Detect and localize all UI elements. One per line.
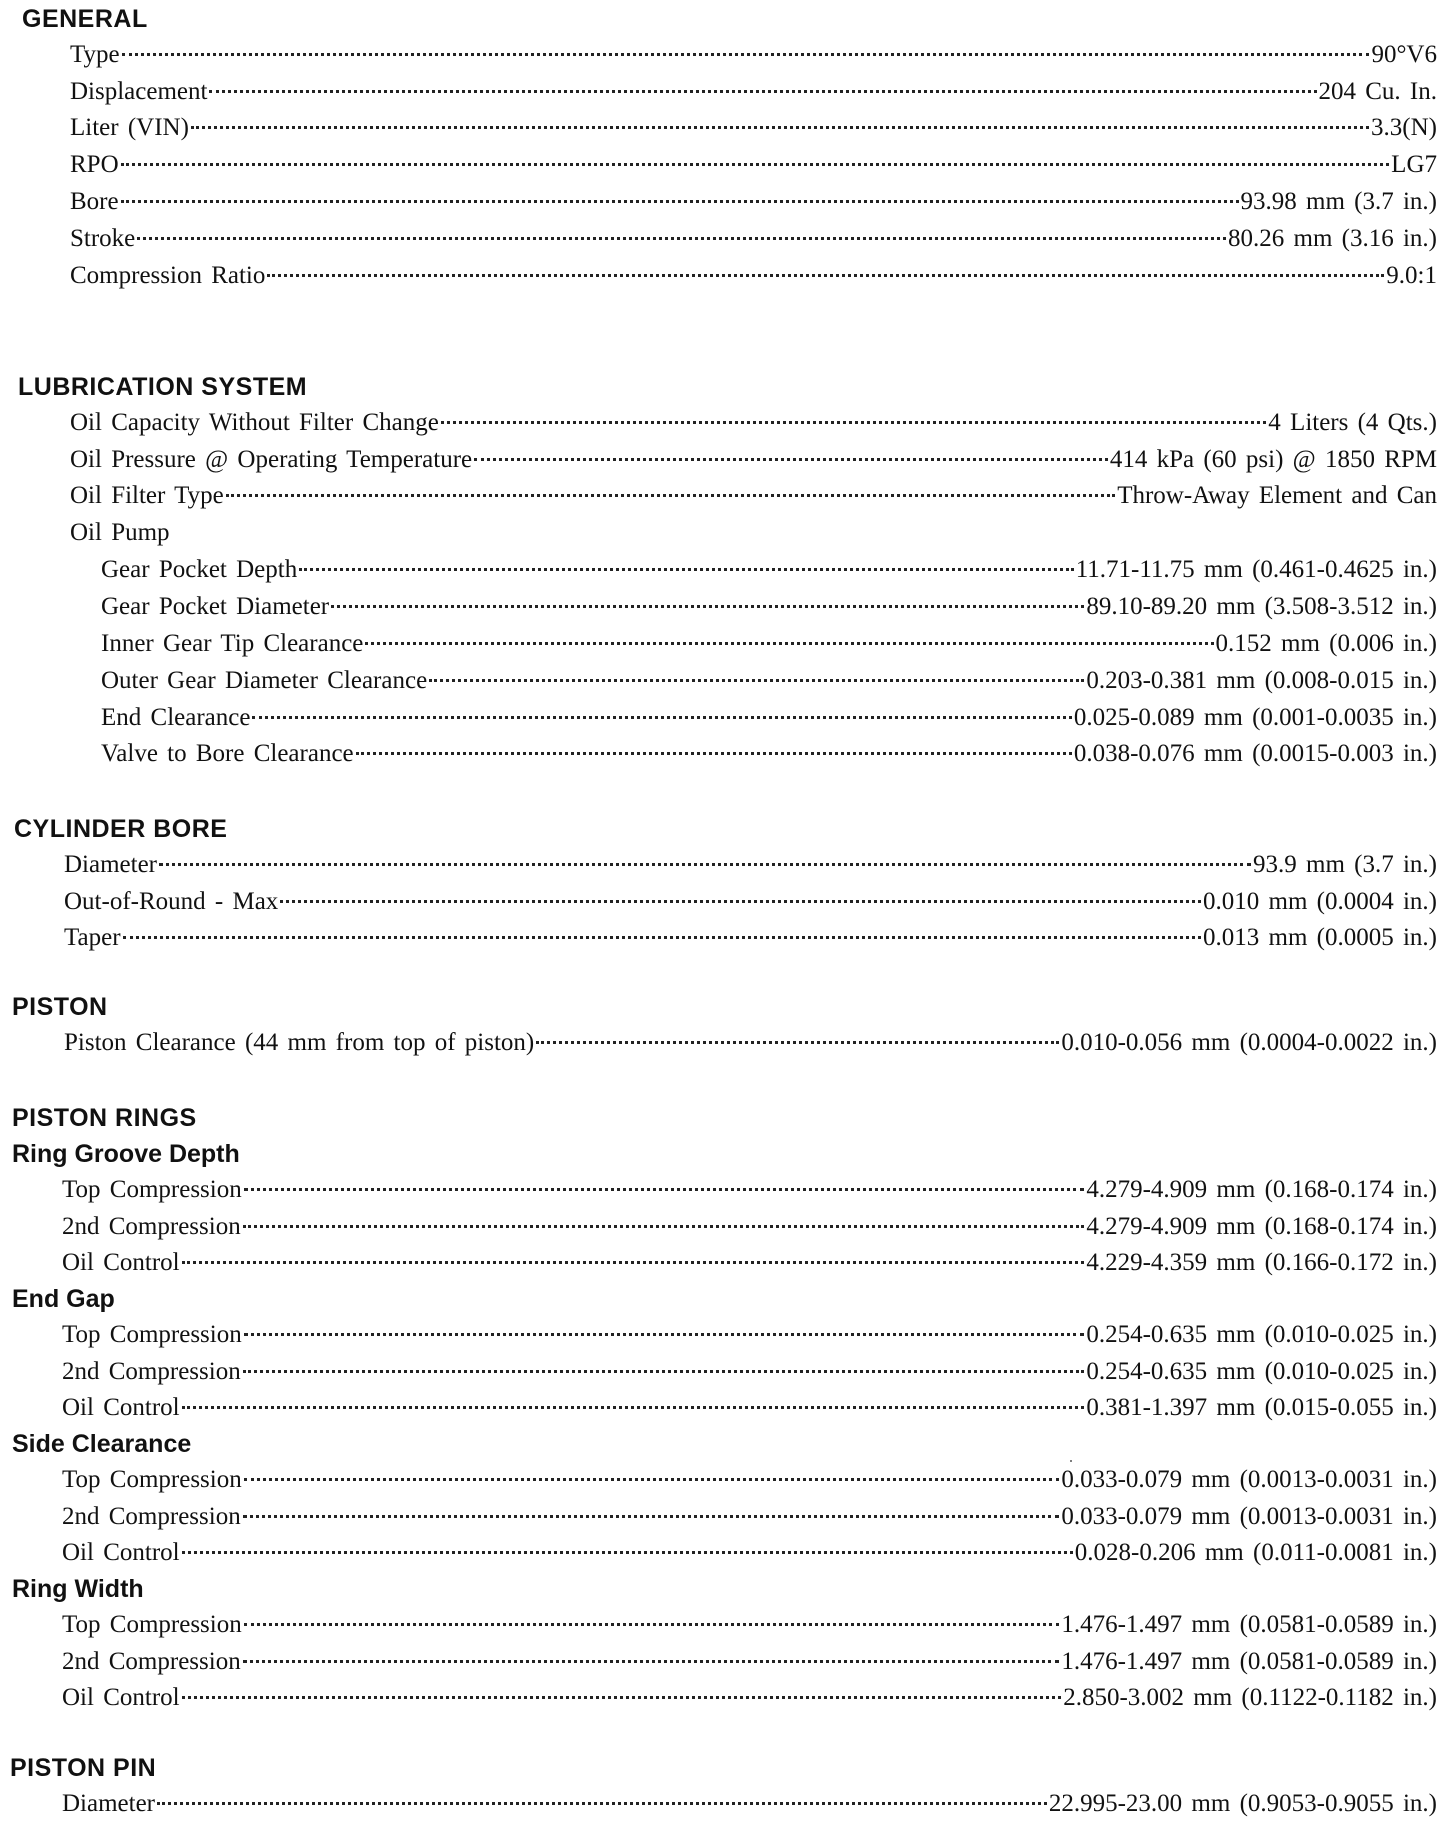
spec-value: 89.10-89.20 mm (3.508-3.512 in.) bbox=[1086, 593, 1437, 620]
spec-row-bore bbox=[70, 185, 1437, 219]
dot-leader bbox=[244, 1333, 1085, 1336]
spec-row-oil-capacity bbox=[70, 406, 1437, 440]
spec-value: 2.850-3.002 mm (0.1122-0.1182 in.) bbox=[1063, 1684, 1437, 1711]
section-title-general: GENERAL bbox=[22, 5, 148, 33]
spec-value: 80.26 mm (3.16 in.) bbox=[1228, 225, 1437, 252]
spec-value: 414 kPa (60 psi) @ 1850 RPM bbox=[1109, 446, 1437, 473]
spec-label: Oil Pump bbox=[70, 519, 170, 546]
spec-value: 0.010 mm (0.0004 in.) bbox=[1203, 888, 1437, 915]
spec-row-compression-ratio bbox=[70, 259, 1437, 293]
dot-leader bbox=[159, 863, 1251, 866]
spec-value: 0.028-0.206 mm (0.011-0.0081 in.) bbox=[1074, 1539, 1437, 1566]
spec-row-piston-clearance bbox=[64, 1026, 1437, 1060]
spec-row-out-of-round bbox=[64, 885, 1437, 919]
spec-row-rgd-2nd bbox=[62, 1210, 1437, 1244]
dot-leader bbox=[243, 1660, 1060, 1663]
scan-speck bbox=[1070, 1460, 1072, 1462]
dot-leader bbox=[123, 936, 1201, 939]
dot-leader bbox=[121, 200, 1239, 203]
spec-row-displacement bbox=[70, 75, 1437, 109]
spec-label: Oil Capacity Without Filter Change bbox=[70, 409, 439, 436]
spec-value: 0.038-0.076 mm (0.0015-0.003 in.) bbox=[1073, 740, 1437, 767]
spec-row-type bbox=[70, 38, 1437, 72]
spec-row-outer-gear-diameter bbox=[101, 664, 1437, 698]
spec-label: Diameter bbox=[64, 851, 158, 878]
spec-row-sc-2nd bbox=[62, 1500, 1437, 1534]
dot-leader bbox=[182, 1696, 1062, 1699]
spec-row-stroke bbox=[70, 222, 1437, 256]
spec-value: 1.476-1.497 mm (0.0581-0.0589 in.) bbox=[1061, 1611, 1437, 1638]
dot-leader bbox=[536, 1041, 1059, 1044]
dot-leader bbox=[280, 900, 1201, 903]
dot-leader bbox=[182, 1261, 1085, 1264]
spec-label: Gear Pocket Depth bbox=[101, 556, 298, 583]
subsection-title-end-gap: End Gap bbox=[12, 1285, 115, 1313]
spec-row-gear-pocket-depth bbox=[101, 553, 1437, 587]
dot-leader bbox=[365, 642, 1213, 645]
spec-label: Top Compression bbox=[62, 1321, 242, 1348]
spec-label: Compression Ratio bbox=[70, 262, 266, 289]
spec-label: Taper bbox=[64, 924, 121, 951]
dot-leader bbox=[182, 1551, 1073, 1554]
spec-label: Top Compression bbox=[62, 1611, 242, 1638]
subsection-title-ring-width: Ring Width bbox=[12, 1575, 144, 1603]
spec-value: 0.033-0.079 mm (0.0013-0.0031 in.) bbox=[1061, 1503, 1437, 1530]
spec-label: Top Compression bbox=[62, 1466, 242, 1493]
spec-value: 4.279-4.909 mm (0.168-0.174 in.) bbox=[1086, 1213, 1437, 1240]
spec-row-sc-top bbox=[62, 1463, 1437, 1497]
spec-row-rgd-top bbox=[62, 1173, 1437, 1207]
spec-value: 22.995-23.00 mm (0.9053-0.9055 in.) bbox=[1048, 1790, 1437, 1817]
spec-value: 0.013 mm (0.0005 in.) bbox=[1203, 924, 1437, 951]
spec-value: 4.229-4.359 mm (0.166-0.172 in.) bbox=[1086, 1249, 1437, 1276]
dot-leader bbox=[137, 237, 1226, 240]
spec-value: 0.033-0.079 mm (0.0013-0.0031 in.) bbox=[1061, 1466, 1437, 1493]
spec-label: Oil Control bbox=[62, 1539, 180, 1566]
spec-row-rgd-oil bbox=[62, 1246, 1437, 1280]
spec-row-end-clearance bbox=[101, 701, 1437, 735]
dot-leader bbox=[243, 1515, 1060, 1518]
spec-row-bore-diameter bbox=[64, 848, 1437, 882]
spec-row-eg-oil bbox=[62, 1391, 1437, 1425]
section-title-piston-rings: PISTON RINGS bbox=[12, 1104, 197, 1132]
dot-leader bbox=[157, 1802, 1047, 1805]
dot-leader bbox=[244, 1623, 1060, 1626]
dot-leader bbox=[244, 1188, 1085, 1191]
spec-row-rw-2nd bbox=[62, 1645, 1437, 1679]
spec-label: Oil Control bbox=[62, 1394, 180, 1421]
spec-label: Oil Control bbox=[62, 1249, 180, 1276]
section-title-cylinder-bore: CYLINDER BORE bbox=[14, 815, 228, 843]
spec-label: 2nd Compression bbox=[62, 1648, 241, 1675]
spec-label: 2nd Compression bbox=[62, 1213, 241, 1240]
dot-leader bbox=[226, 494, 1115, 497]
spec-value: Throw-Away Element and Can bbox=[1117, 482, 1437, 509]
spec-row-oil-pressure bbox=[70, 443, 1437, 477]
dot-leader bbox=[243, 1225, 1085, 1228]
spec-label: Oil Filter Type bbox=[70, 482, 224, 509]
spec-value: 93.98 mm (3.7 in.) bbox=[1240, 188, 1437, 215]
spec-label: Piston Clearance (44 mm from top of piston) bbox=[64, 1029, 535, 1056]
spec-label: Gear Pocket Diameter bbox=[101, 593, 330, 620]
spec-row-taper bbox=[64, 921, 1437, 955]
spec-value: 0.025-0.089 mm (0.001-0.0035 in.) bbox=[1073, 704, 1437, 731]
spec-value: 0.010-0.056 mm (0.0004-0.0022 in.) bbox=[1061, 1029, 1437, 1056]
spec-label: Stroke bbox=[70, 225, 136, 252]
spec-value: 0.203-0.381 mm (0.008-0.015 in.) bbox=[1086, 667, 1437, 694]
dot-leader bbox=[209, 90, 1316, 93]
spec-value: 90°V6 bbox=[1371, 41, 1437, 68]
spec-row-sc-oil bbox=[62, 1536, 1437, 1570]
spec-value: LG7 bbox=[1391, 151, 1437, 178]
spec-row-oil-filter-type bbox=[70, 479, 1437, 513]
dot-leader bbox=[441, 421, 1266, 424]
spec-row-pin-diameter bbox=[62, 1787, 1437, 1821]
spec-value: 4 Liters (4 Qts.) bbox=[1268, 409, 1437, 436]
spec-row-eg-top bbox=[62, 1318, 1437, 1352]
dot-leader bbox=[474, 458, 1108, 461]
spec-value: 0.152 mm (0.006 in.) bbox=[1215, 630, 1437, 657]
spec-label: 2nd Compression bbox=[62, 1503, 241, 1530]
spec-value: 0.254-0.635 mm (0.010-0.025 in.) bbox=[1086, 1358, 1437, 1385]
spec-label: Inner Gear Tip Clearance bbox=[101, 630, 364, 657]
spec-label: Oil Control bbox=[62, 1684, 180, 1711]
spec-label: Outer Gear Diameter Clearance bbox=[101, 667, 428, 694]
dot-leader bbox=[356, 752, 1072, 755]
spec-value: 0.381-1.397 mm (0.015-0.055 in.) bbox=[1086, 1394, 1437, 1421]
spec-label: Liter (VIN) bbox=[70, 114, 189, 141]
spec-label: Bore bbox=[70, 188, 119, 215]
spec-value: 4.279-4.909 mm (0.168-0.174 in.) bbox=[1086, 1176, 1437, 1203]
dot-leader bbox=[429, 679, 1084, 682]
dot-leader bbox=[191, 126, 1369, 129]
spec-label: Out-of-Round - Max bbox=[64, 888, 279, 915]
spec-label: Valve to Bore Clearance bbox=[101, 740, 354, 767]
subsection-title-ring-groove-depth: Ring Groove Depth bbox=[12, 1140, 240, 1168]
spec-row-liter-vin bbox=[70, 111, 1437, 145]
spec-label: Top Compression bbox=[62, 1176, 242, 1203]
dot-leader bbox=[299, 568, 1073, 571]
section-title-piston: PISTON bbox=[12, 993, 108, 1021]
section-title-piston-pin: PISTON PIN bbox=[10, 1754, 157, 1782]
spec-row-rw-top bbox=[62, 1608, 1437, 1642]
spec-row-inner-gear-tip bbox=[101, 627, 1437, 661]
section-title-lubrication: LUBRICATION SYSTEM bbox=[18, 373, 308, 401]
spec-value: 1.476-1.497 mm (0.0581-0.0589 in.) bbox=[1061, 1648, 1437, 1675]
spec-value: 9.0:1 bbox=[1386, 262, 1437, 289]
spec-value: 93.9 mm (3.7 in.) bbox=[1253, 851, 1437, 878]
dot-leader bbox=[252, 716, 1071, 719]
spec-row-eg-2nd bbox=[62, 1355, 1437, 1389]
spec-value: 11.71-11.75 mm (0.461-0.4625 in.) bbox=[1075, 556, 1437, 583]
spec-value: 0.254-0.635 mm (0.010-0.025 in.) bbox=[1086, 1321, 1437, 1348]
spec-label: Type bbox=[70, 41, 120, 68]
dot-leader bbox=[243, 1370, 1085, 1373]
spec-row-rpo bbox=[70, 148, 1437, 182]
spec-row-rw-oil bbox=[62, 1681, 1437, 1715]
spec-label: 2nd Compression bbox=[62, 1358, 241, 1385]
spec-label: End Clearance bbox=[101, 704, 251, 731]
spec-label: RPO bbox=[70, 151, 119, 178]
dot-leader bbox=[121, 163, 1390, 166]
subsection-title-side-clearance: Side Clearance bbox=[12, 1430, 192, 1458]
dot-leader bbox=[244, 1478, 1060, 1481]
spec-label: Diameter bbox=[62, 1790, 156, 1817]
spec-label: Oil Pressure @ Operating Temperature bbox=[70, 446, 473, 473]
spec-label: Displacement bbox=[70, 78, 208, 105]
spec-row-gear-pocket-diameter bbox=[101, 590, 1437, 624]
spec-row-oil-pump bbox=[70, 516, 1437, 550]
dot-leader bbox=[182, 1406, 1085, 1409]
dot-leader bbox=[331, 605, 1084, 608]
spec-row-valve-to-bore bbox=[101, 737, 1437, 771]
spec-value: 3.3(N) bbox=[1371, 114, 1437, 141]
dot-leader bbox=[267, 274, 1384, 277]
dot-leader bbox=[122, 53, 1370, 56]
spec-value: 204 Cu. In. bbox=[1318, 78, 1437, 105]
